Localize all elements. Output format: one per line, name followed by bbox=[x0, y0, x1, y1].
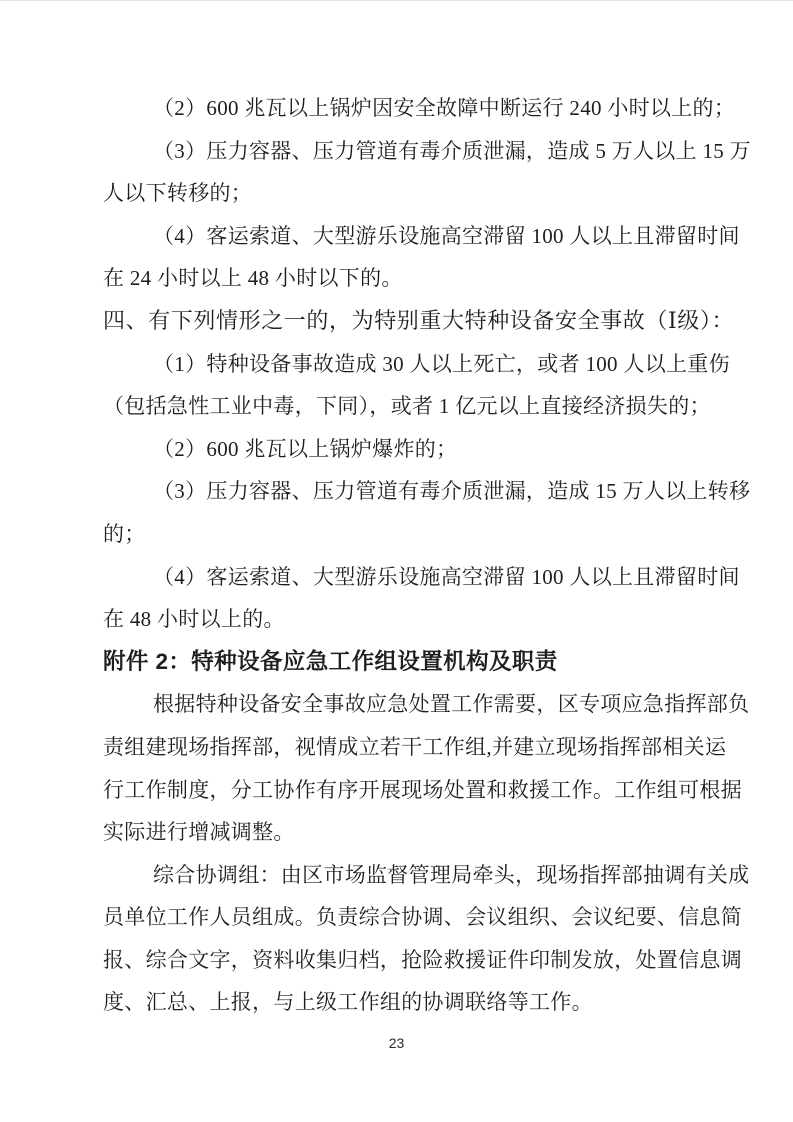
paragraph-line: 报、综合文字，资料收集归档，抢险救援证件印制发放，处置信息调 bbox=[103, 947, 742, 972]
paragraph-line: 行工作制度，分工协作有序开展现场处置和救援工作。工作组可根据 bbox=[103, 777, 742, 802]
page-number: 23 bbox=[388, 1035, 405, 1051]
paragraph-line: 度、汇总、上报，与上级工作组的协调联络等工作。 bbox=[103, 990, 593, 1015]
clause-line: （4）客运索道、大型游乐设施高空滞留 100 人以上且滞留时间 bbox=[153, 564, 740, 589]
clause-line: （3）压力容器、压力管道有毒介质泄漏，造成 15 万人以上转移 bbox=[153, 479, 751, 504]
paragraph-line: 综合协调组：由区市场监督管理局牵头，现场指挥部抽调有关成 bbox=[153, 862, 750, 887]
paragraph-line: 员单位工作人员组成。负责综合协调、会议组织、会议纪要、信息简 bbox=[103, 905, 742, 930]
paragraph-line: 根据特种设备安全事故应急处置工作需要，区专项应急指挥部负 bbox=[153, 692, 750, 717]
clause-line: （2）600 兆瓦以上锅炉爆炸的； bbox=[153, 436, 458, 461]
clause-line: （4）客运索道、大型游乐设施高空滞留 100 人以上且滞留时间 bbox=[153, 223, 740, 248]
clause-line: 在 24 小时以上 48 小时以下的。 bbox=[103, 266, 403, 291]
clause-line: 人以下转移的； bbox=[103, 181, 253, 206]
clause-line: （包括急性工业中毒，下同），或者 1 亿元以上直接经济损失的； bbox=[103, 394, 711, 419]
clause-line: （2）600 兆瓦以上锅炉因安全故障中断运行 240 小时以上的； bbox=[153, 96, 736, 120]
section-heading: 四、有下列情形之一的，为特别重大特种设备安全事故（Ⅰ级）： bbox=[103, 307, 735, 333]
clause-line: 在 48 小时以上的。 bbox=[103, 607, 285, 632]
paragraph-line: 责组建现场指挥部，视情成立若干工作组,并建立现场指挥部相关运 bbox=[103, 734, 727, 759]
attachment-heading: 附件 2：特种设备应急工作组设置机构及职责 bbox=[103, 648, 558, 674]
document-body bbox=[103, 87, 751, 1024]
paragraph-line: 实际进行增减调整。 bbox=[103, 820, 295, 845]
clause-line: 的； bbox=[103, 521, 146, 546]
clause-line: （1）特种设备事故造成 30 人以上死亡，或者 100 人以上重伤 bbox=[153, 351, 730, 376]
clause-line: （3）压力容器、压力管道有毒介质泄漏，造成 5 万人以上 15 万 bbox=[153, 138, 751, 163]
